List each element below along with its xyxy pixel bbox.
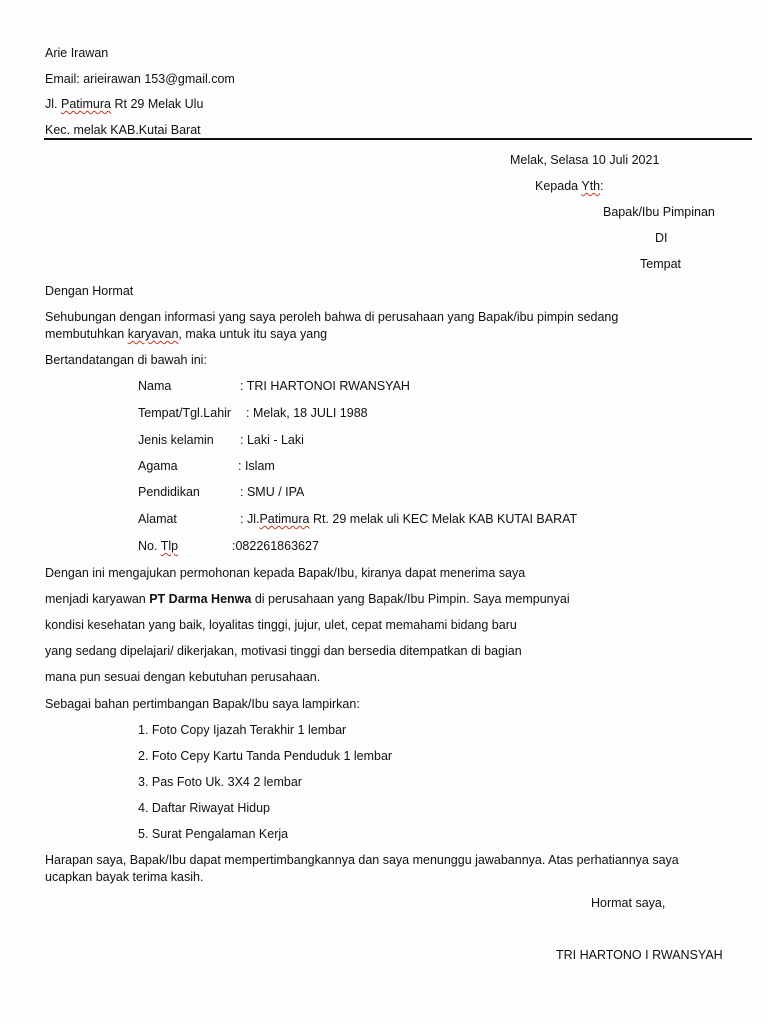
list-item: 5. Surat Pengalaman Kerja: [138, 827, 289, 841]
field-value-birth: : Melak, 18 JULI 1988: [246, 406, 368, 420]
recipient-to-prefix: Kepada: [535, 179, 582, 193]
sender-address-street: Patimura: [60, 97, 112, 111]
field-value-address: [240, 511, 577, 527]
recipient-to: [535, 178, 604, 194]
field-label-phone-a: No.: [138, 539, 161, 553]
field-value-education: : SMU / IPA: [240, 485, 305, 499]
intro-line-2: [45, 326, 327, 342]
body-line-5: mana pun sesuai dengan kebutuhan perusahaan.: [45, 670, 321, 684]
field-value-religion: : Islam: [238, 459, 275, 473]
body-line-2: [45, 591, 570, 607]
body-line-1: Dengan ini mengajukan permohonan kepada Bapak/Ibu, kiranya dapat menerima saya: [45, 566, 526, 580]
recipient-place: Tempat: [640, 257, 681, 271]
recipient-to-suffix: :: [600, 179, 604, 193]
field-label-birth: Tempat/Tgl.Lahir: [138, 406, 232, 420]
recipient-di: DI: [655, 231, 668, 245]
field-label-phone: [138, 538, 178, 554]
sender-email: Email: arieirawan 153@gmail.com: [45, 72, 235, 86]
header-divider: [44, 138, 752, 140]
body-line-4: yang sedang dipelajari/ dikerjakan, motivasi tinggi dan bersedia ditempatkan di bagian: [45, 644, 522, 658]
list-item: 1. Foto Copy Ijazah Terakhir 1 lembar: [138, 723, 347, 737]
field-label-address: Alamat: [138, 512, 177, 526]
sender-name: Arie Irawan: [45, 46, 109, 60]
field-value-address-a: : Jl.: [240, 512, 260, 526]
sender-address: [45, 96, 203, 112]
field-value-address-street: Patimura: [259, 512, 310, 526]
sender-address-rest: Rt 29 Melak Ulu: [111, 97, 204, 111]
intro-line-2-a: membutuhkan: [45, 327, 128, 341]
closing-line-1: Harapan saya, Bapak/Ibu dapat mempertimbangkannya dan saya menunggu jawabannya. Atas perhatiannya saya: [45, 853, 679, 867]
body-line-2-b: di perusahaan yang Bapak/Ibu Pimpin. Saya mempunyai: [251, 592, 570, 606]
recipient-to-abbr: Yth: [581, 179, 601, 193]
list-item: 2. Foto Cepy Kartu Tanda Penduduk 1 lembar: [138, 749, 393, 763]
sign-off: Hormat saya,: [591, 896, 666, 910]
field-value-address-c: Rt. 29 melak uli KEC Melak KAB KUTAI BARAT: [309, 512, 578, 526]
signature-name: TRI HARTONO I RWANSYAH: [556, 948, 723, 962]
field-label-education: Pendidikan: [138, 485, 200, 499]
sender-district: Kec. melak KAB.Kutai Barat: [45, 123, 201, 137]
attachments-intro: Sebagai bahan pertimbangan Bapak/Ibu saya lampirkan:: [45, 697, 360, 711]
field-value-phone: :082261863627: [232, 539, 319, 553]
signed-below-text: Bertandatangan di bawah ini:: [45, 353, 207, 367]
list-item: 3. Pas Foto Uk. 3X4 2 lembar: [138, 775, 302, 789]
closing-line-2: ucapkan bayak terima kasih.: [45, 870, 204, 884]
recipient-title: Bapak/Ibu Pimpinan: [603, 205, 715, 219]
field-label-gender: Jenis kelamin: [138, 433, 214, 447]
intro-line-2-c: , maka untuk itu saya yang: [178, 327, 328, 341]
field-label-religion: Agama: [138, 459, 178, 473]
body-line-3: kondisi kesehatan yang baik, loyalitas tinggi, jujur, ulet, cepat memahami bidang baru: [45, 618, 517, 632]
date-line: Melak, Selasa 10 Juli 2021: [510, 153, 660, 167]
field-value-gender: : Laki - Laki: [240, 433, 304, 447]
intro-line-1: Sehubungan dengan informasi yang saya peroleh bahwa di perusahaan yang Bapak/ibu pimpin sedang: [45, 310, 619, 324]
field-label-nama: Nama: [138, 379, 172, 393]
company-name: PT Darma Henwa: [149, 592, 252, 606]
list-item: 4. Daftar Riwayat Hidup: [138, 801, 271, 815]
field-label-phone-b: Tlp: [160, 539, 179, 553]
salutation: Dengan Hormat: [45, 284, 134, 298]
sender-address-prefix: Jl.: [45, 97, 61, 111]
intro-line-2-misspelled: karyavan: [127, 327, 179, 341]
field-value-nama: : TRI HARTONOI RWANSYAH: [240, 379, 410, 393]
body-line-2-a: menjadi karyawan: [45, 592, 150, 606]
